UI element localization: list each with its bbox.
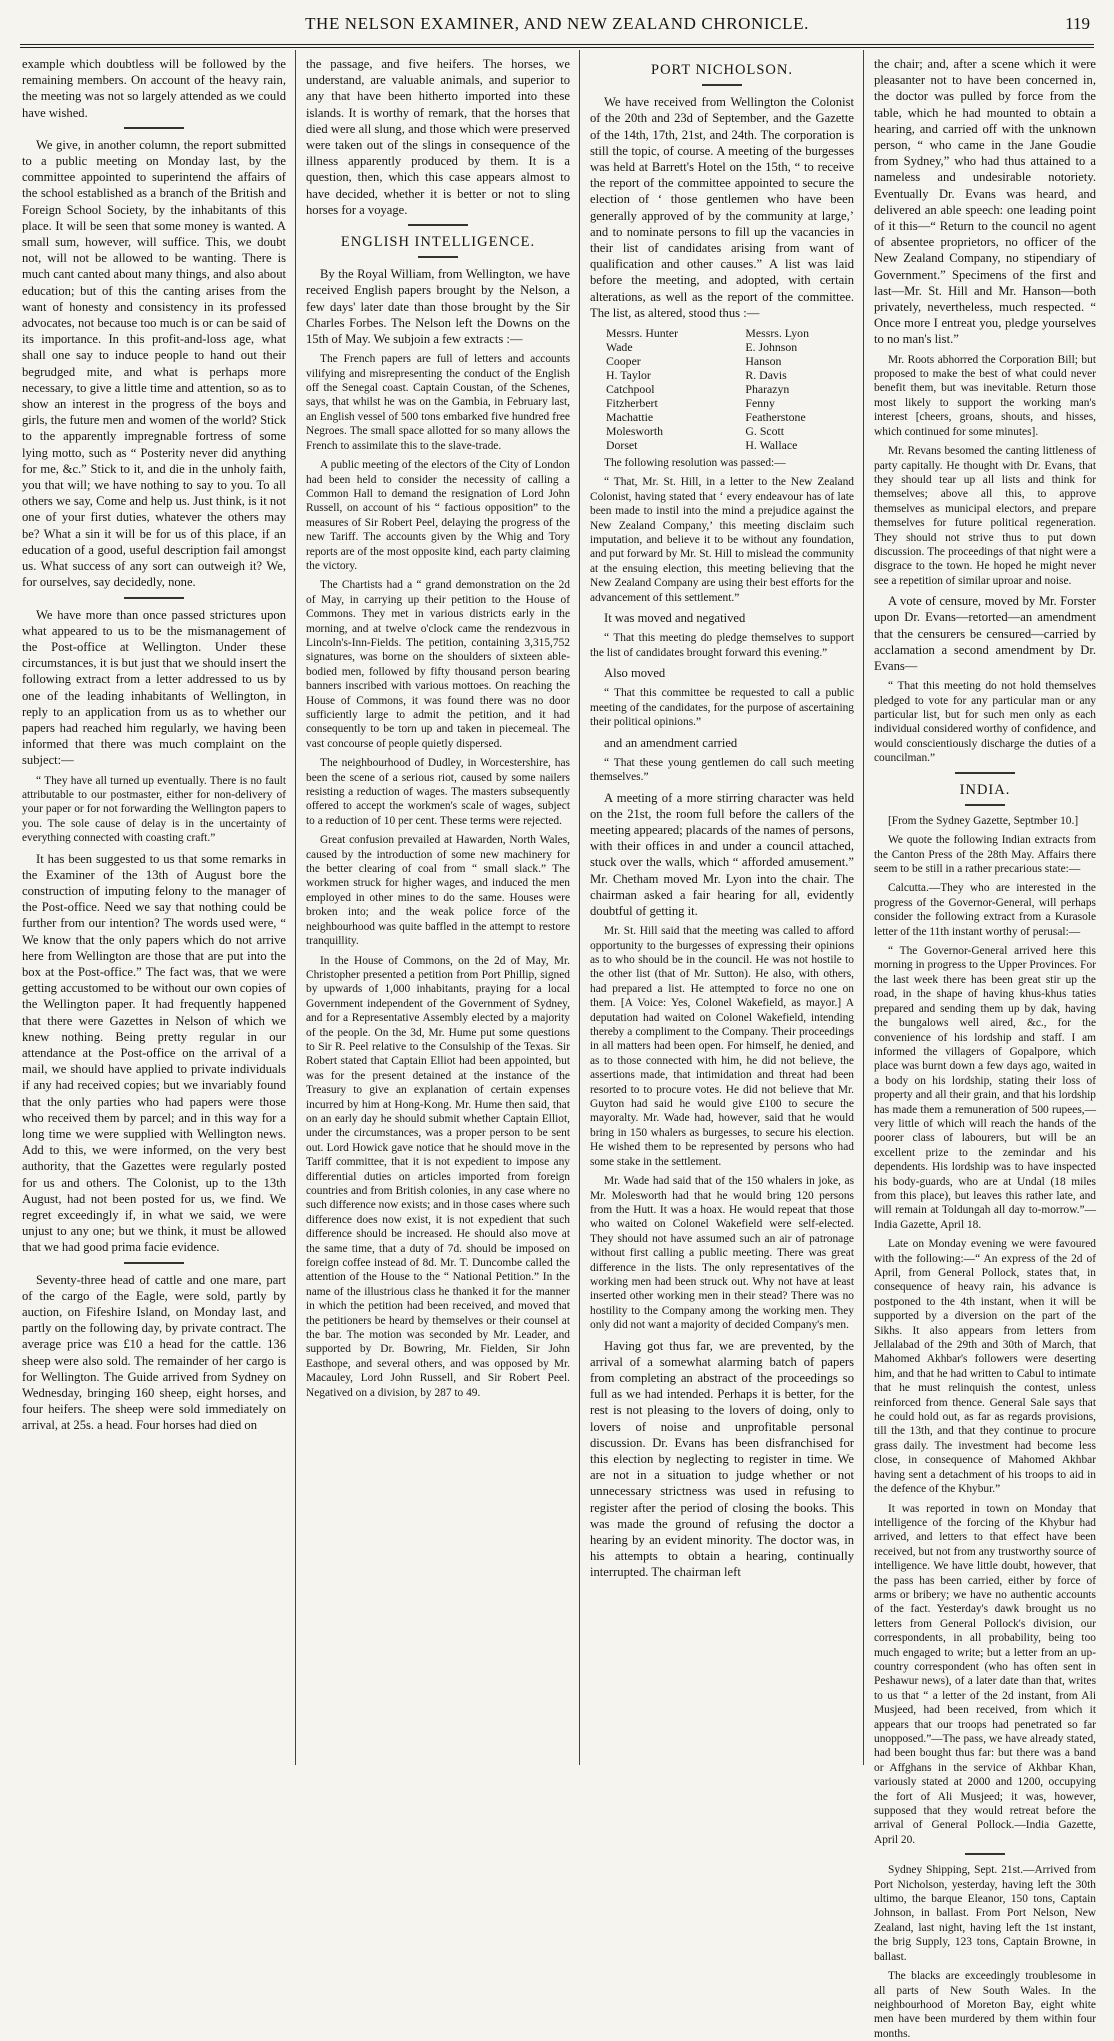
article-paragraph: Having got thus far, we are prevented, by the arrival of a somewhat alarming batch of papers from completing an abstract of the proceedings so full as we had intended. Perhaps it is better, for the rest is not pleasing to the lovers of doing, only to lovers of noise and unprofitable personal discussion. Dr. Evans has been disfranchised for this election by neglecting to register in time. We are not in a situation to judge whether or not unnecessary strictness was used in refusing to register after the period of closing the books. This was made the ground of refusing the doctor a hearing by an evident minority. The doctor was, in his attempts to obtain a hearing, continually interrupted. The chairman left bbox=[590, 1338, 854, 1580]
article-paragraph: It was moved and negatived bbox=[604, 611, 746, 626]
candidate-right: Pharazyn bbox=[745, 382, 790, 397]
section-separator bbox=[965, 1853, 1005, 1855]
page-number: 119 bbox=[1065, 14, 1090, 33]
candidate-left: Messrs. Hunter bbox=[606, 326, 679, 341]
candidate-right: Hanson bbox=[745, 354, 782, 369]
column-divider bbox=[579, 50, 580, 1765]
resolution-quote: “ That this meeting do not hold themselves pledged to vote for any particular man or any particular list, but for such men only as each individual considered worthy of confidence, and would conscientiously discharge the duties of a councilman.” bbox=[874, 680, 1096, 765]
quoted-extract: “ They have all turned up eventually. There is no fault attributable to our postmaster, either for non-delivery of your paper or for not forwarding the Wellington papers to you. The sole cause of delay is in the uncertainty of everything connected with coasting craft.” bbox=[22, 774, 286, 845]
resolution-quote: “ That, Mr. St. Hill, in a letter to the New Zealand Colonist, having stated that ‘ every endeavour has of late been made to instil into the mind a prejudice against the New Zealand Company,’ this meeting disclaim such imputation, and believe it to be without any foundation, and put forward by Mr. St. Hill to mislead the community at the ensuing election, this meeting believing that the New Zealand Company are using their best efforts for the advancement of this settlement.” bbox=[590, 476, 854, 604]
article-paragraph: A vote of censure, moved by Mr. Forster upon Dr. Evans—retorted—an amendment that the censurers be censured—carried by acclamation a second amendment by Dr. Evans— bbox=[874, 594, 1096, 673]
article-paragraph: example which doubtless will be followed by the remaining members. On account of the heavy rain, the meeting was not so largely attended as we could have wished. bbox=[22, 57, 286, 120]
resolution-quote: “ That these young gentlemen do call such meeting themselves.” bbox=[590, 756, 854, 784]
article-paragraph: It was reported in town on Monday that intelligence of the forcing of the Khybur had arrived, and letters to that effect have been received, but not from any trustworthy source of intelligence. We have little doubt, however, that the pass has been carried, either by force of arms or bribery; we have no authentic accounts of the fact. Yesterday's dawk brought us no letters from General Pollock's division, our correspondents, in all probability, being too much engaged to write; but a letter from an up-country correspondent (who has often sent in Peshawur news), of a later date than that, writes to us that “ a letter of the 2d instant, from Ali Musjeed, had been received, from which it appears that our troops had penetrated so far unopposed.”—The pass, we have already stated, had been bought thus far: but there was a band or Affghans in the service of Akhbar Khan, variously stated at 2000 and 1200, occupying the fort of Ali Musjeed; it was, however, supposed that they would retreat before the arrival of General Pollock.—India Gazette, April 20. bbox=[874, 1502, 1096, 1846]
article-paragraph: the chair; and, after a scene which it were pleasanter not to have been concerned in, the doctor was pulled by force from the table, which he had mounted to obtain a hearing, and carried off with the unknown person, “ who came in the Jane Goudie from Sydney,” who had thus attained to a nameless and undesirable notoriety. Eventually Dr. Evans was heard, and delivered an able speech: one leading point of it this—“ Return to the council no agent of absentee proprietors, no officer of the New Zealand Company, no stipendiary of Government.” Specimens of the first and last—Mr. St. Hill and Mr. Hanson—both privately, nevertheless, much respected. “ Once more I entreat you, pledge yourselves to no man's list.” bbox=[874, 57, 1096, 347]
article-paragraph: By the Royal William, from Wellington, we have received English papers brought by the Nelson, a few days' later date than those brought by the Sir Charles Forbes. The Nelson left the Downs on the 15th of May. We subjoin a few extracts :— bbox=[306, 267, 570, 347]
candidate-row bbox=[602, 354, 866, 368]
article-paragraph: Calcutta.—They who are interested in the progress of the Governor-General, will perhaps consider the following extract from a Kurasole letter of the 11th instant worthy of perusal:— bbox=[874, 882, 1096, 938]
candidate-left: Dorset bbox=[606, 438, 638, 453]
source-note: [From the Sydney Gazette, Septmber 10.] bbox=[888, 814, 1079, 827]
article-paragraph: We quote the following Indian extracts from the Canton Press of the 28th May. Affairs there seem to be still in a rather precarious state:— bbox=[874, 834, 1096, 876]
article-paragraph: The French papers are full of letters and accounts vilifying and misrepresenting the conduct of the English off the Senegal coast. Captain Coustan, of the Schenes, says, that whilst he was on the Gambia, in February last, an English vessel of 500 tons embarked five hundred free Negroes. The small space allotted for so many allows the French to assimilate this to the slave-trade. bbox=[306, 353, 570, 452]
section-heading: PORT NICHOLSON. bbox=[651, 62, 793, 78]
column-2 bbox=[306, 56, 570, 1761]
article-paragraph: In the House of Commons, on the 2d of May, Mr. Christopher presented a petition from Port Phillip, signed by upwards of 1,000 inhabitants, praying for a local Government independent of the Government of Sydney, and for a Representative Assembly elected by a majority of the people. On the 3d, Mr. Hume put some questions to Sir R. Peel relative to the Consulship of the Texas. Sir Robert stated that Captain Elliot had been appointed, but was for the present detained at the instance of the Treasury to give an explanation of certain expenses incurred by him at Hong-Kong. Mr. Hume then said, that on an early day he should submit whether Captain Elliot, under the circumstances, was a proper person to be sent out. Lord Howick gave notice that he should move in the Tariff committee, that it is not expedient to impose any differential duties on articles imported from foreign countries and from British colonies, in any case where no such difference now exists; and in those cases where such difference does now exist, it is not expedient that such difference should be increased. He should also move at the same time, that a duty of 7d. should be imposed on foreign coffee instead of 8d. Mr. T. Duncombe called the attention of the House to the “ National Petition.” In the name of the illustrious class he thanked it for the manner in which the petition had been received, and moved that the petitioners be heard by themselves or their counsel at the bar. The motion was seconded by Mr. Leader, and supported by Dr. Bowring, Mr. Fielden, Sir John Easthope, and several others, and was opposed by Mr. Macauley, Lord John Russell, and Sir Robert Peel. Negatived on a division, by 287 to 49. bbox=[306, 954, 570, 1399]
candidate-row bbox=[602, 382, 866, 396]
article-paragraph: and an amendment carried bbox=[604, 735, 738, 750]
quoted-extract: “ The Governor-General arrived here this morning in progress to the Upper Provinces. For the last week there has been great stir up the road, in the shape of having khus-khus taties prepared and sending them up by dak, having the bungalows well aired, &c., for the convenience of his lordship and staff. I am informed the villagers of Gopalpore, which place was burnt down a few days ago, waited in a body on his lordship, stating their loss of property and all their grain, and that his lordship has made them a remuneration of 500 rupees,—very little of which will reach the hands of the poorer class of labourers, but will be an excellent prize to the zemindar and his dependents. His lordship was to have inspected his body-guards, who are at Undal (18 miles from this place), but leaves this rather late, and will remain at Toldungah all day to-morrow.”—India Gazette, April 18. bbox=[874, 945, 1096, 1231]
candidate-right: Fenny bbox=[745, 396, 775, 411]
section-separator bbox=[124, 127, 184, 129]
column-4 bbox=[874, 56, 1096, 2040]
candidate-row bbox=[602, 396, 866, 410]
section-heading: INDIA. bbox=[959, 781, 1011, 798]
candidate-row bbox=[602, 424, 866, 438]
article-paragraph: The following resolution was passed:— bbox=[604, 457, 786, 470]
candidate-right: G. Scott bbox=[745, 424, 785, 439]
candidate-left: Wade bbox=[606, 340, 633, 355]
column-3 bbox=[590, 56, 854, 1761]
candidate-right: R. Davis bbox=[745, 368, 787, 383]
candidate-left: Molesworth bbox=[606, 424, 664, 439]
section-separator bbox=[955, 772, 1015, 774]
article-paragraph: the passage, and five heifers. The horses, we understand, are valuable animals, and superior to any that have been hitherto imported into these islands. It is worthy of remark, that the horses that died were all slung, and those which were preserved were taken out of the slings in consequence of the illness apparently produced by them. It is a question, then, which this case appears almost to have decided, whether it is better or not to sling horses for a voyage. bbox=[306, 57, 570, 217]
candidate-left: Machattie bbox=[606, 410, 654, 425]
article-paragraph: A meeting of a more stirring character was held on the 21st, the room full before the callers of the meeting appeared; placards of the names of persons, with their offices in and under a council attached, stuck over the walls, which “ afforded amusement.” Mr. Chetham moved Mr. Lyon into the chair. The chairman asked a fair hearing for all, evidently doubtful of getting it. bbox=[590, 790, 854, 918]
candidate-left: Catchpool bbox=[606, 382, 655, 397]
section-separator bbox=[124, 597, 184, 599]
candidate-right: Featherstone bbox=[745, 410, 806, 425]
candidate-row bbox=[602, 326, 866, 340]
section-separator bbox=[124, 1262, 184, 1264]
candidate-row bbox=[602, 340, 866, 354]
article-paragraph: We have received from Wellington the Colonist of the 20th and 23d of September, and the Gazette of the 14th, 17th, 21st, and 24th. The corporation is still the topic, of course. A meeting of the burgesses was held at Barrett's Hotel on the 15th, “ to receive the report of the committee appointed to secure the election of ‘ those gentlemen who have been generally approved of by the community at large,’ and to nominate persons to fill up the vacancies in their list of candidates arising from want of qualification and other causes.” A list was laid before the meeting, and adopted, with certain alterations, as well as the report of the committee. The list, as altered, stood thus :— bbox=[590, 95, 854, 320]
newspaper-title: THE NELSON EXAMINER, AND NEW ZEALAND CHRONICLE. bbox=[305, 14, 809, 33]
section-heading: ENGLISH INTELLIGENCE. bbox=[340, 234, 536, 251]
candidate-row bbox=[602, 368, 866, 382]
article-paragraph: A public meeting of the electors of the City of London had been held to consider the necessity of calling a Common Hall to demand the resignation of Lord John Russell, on account of his “ factious opposition” to the measures of Sir Robert Peel, delaying the progress of the new Tariff. The accounts given by the Whig and Tory reports are of the most opposite kind, each party claiming the victory. bbox=[306, 459, 570, 572]
candidate-right: H. Wallace bbox=[745, 438, 798, 453]
article-paragraph: Great confusion prevailed at Hawarden, North Wales, caused by the introduction of some new machinery for the better clearing of coal from “ small slack.” The workmen struck for higher wages, and induced the men employed in other mines to do the same. Houses were broken into; and the weak police force of the neighbourhood was quite baffled in the attempt to restore tranquillity. bbox=[306, 834, 570, 948]
column-divider bbox=[863, 50, 864, 1765]
section-separator bbox=[702, 84, 742, 86]
masthead-rule bbox=[20, 44, 1094, 48]
shipping-news: Sydney Shipping, Sept. 21st.—Arrived from Port Nicholson, yesterday, having left the 30th ultimo, the barque Eleanor, 150 tons, Captain Johnson, in ballast. From Port Nelson, New Zealand, last night, having left the 1st instant, the brig Supply, 123 tons, Captain Browne, in ballast. bbox=[874, 1864, 1096, 1963]
candidate-right: E. Johnson bbox=[745, 340, 798, 355]
candidate-row bbox=[602, 410, 866, 424]
candidate-left: Cooper bbox=[606, 354, 641, 369]
article-paragraph: Mr. Revans besomed the canting littleness of party capitally. He thought with Dr. Evans, that they should tear up all lists and think for themselves; above all this, to approve themselves as municipal electors, and prepare themselves for future political regeneration. They should not strive thus to put down discussion. The proceedings of that night were a disgrace to the town. He hoped he might never see a repetition of similar uproar and noise. bbox=[874, 445, 1096, 587]
section-separator bbox=[408, 224, 468, 226]
column-1 bbox=[22, 56, 286, 1761]
candidate-right: Messrs. Lyon bbox=[745, 326, 809, 341]
column-divider bbox=[295, 50, 296, 1765]
resolution-quote: “ That this committee be requested to call a public meeting of the candidates, for the purpose of ascertaining their political opinions.” bbox=[590, 687, 854, 729]
resolution-quote: “ That this meeting do pledge themselves to support the list of candidates brought forward this evening.” bbox=[590, 632, 854, 659]
article-paragraph: Mr. Roots abhorred the Corporation Bill; but proposed to make the best of what could never benefit them, but was inevitable. Return those most likely to support the working man's interest [cheers, groans, shouts, and hisses, which continued for some minutes]. bbox=[874, 353, 1096, 438]
masthead bbox=[0, 0, 1114, 46]
article-paragraph: Mr. St. Hill said that the meeting was called to afford opportunity to the burgesses of expressing their opinions as to who should be in the council. He was not hostile to the other list (that of Mr. Sutton). He also, with others, had prepared a list. He attempted to force no one on them. [A Voice: Yes, Colonel Wakefield, as mayor.] A deputation had waited on Colonel Wakefield, intending thereby a compliment to the Company. Their proceedings in all matters had been open. For himself, he denied, and as to those connected with him, he did not believe, the assertions made, that intimidation and threat had been resorted to to procure votes. He did not believe that Mr. Guyton had said he would give £100 to secure the mayoralty. Mr. Wade had, however, said that he would bring in 150 whalers as burgesses, to secure his election. He wished them to be represented by persons who had some stake in the settlement. bbox=[590, 925, 854, 1168]
article-paragraph: The neighbourhood of Dudley, in Worcestershire, has been the scene of a serious riot, caused by some nailers resisting a reduction of wages. The masters subsequently offered to accept the workmen's scale of wages, subject to a reduction of 10 per cent. These terms were rejected. bbox=[306, 757, 570, 827]
section-separator bbox=[965, 804, 1005, 806]
candidate-left: H. Taylor bbox=[606, 368, 651, 383]
section-separator bbox=[418, 256, 458, 258]
candidate-row bbox=[602, 438, 866, 452]
candidate-left: Fitzherbert bbox=[606, 396, 658, 411]
candidate-list bbox=[602, 326, 866, 452]
article-paragraph: Late on Monday evening we were favoured with the following:—“ An express of the 2d of April, from General Pollock, states that, in consequence of heavy rain, his advance is postponed to the 4th instant, when it will be supported by a diversion on the part of the Sikhs. It also appears from letters from Jellalabad of the 29th and 30th of March, that Mahomed Akhbar's followers were deserting him, and that he had written to Cabul to intimate that he must relinquish the contest, unless reinforced from thence. General Sale says that he could hold out, as far as regards provisions, till the 13th, and that they continue to procure grass daily. The investment had become less close, in consequence of Mahomed Akhbar having sent a detachment of his troops to aid in the defence of the Khybur.” bbox=[874, 1238, 1096, 1496]
article-paragraph: Also moved bbox=[604, 666, 666, 681]
article-paragraph: Seventy-three head of cattle and one mare, part of the cargo of the Eagle, were sold, partly by auction, on Fifeshire Island, on Monday last, and partly on the following day, by private contract. The average price was £10 a head for the cattle. 136 sheep were also sold. The remainder of her cargo is for Wellington. The Guide arrived from Sydney on Wednesday, bringing 160 sheep, eight horses, and four heifers. The sheep were sold immediately on arrival, at 25s. a head. Four horses had died on bbox=[22, 1272, 286, 1433]
article-paragraph: We give, in another column, the report submitted to a public meeting on Monday last, by the committee appointed to superintend the affairs of the school established as a branch of the British and Foreign School Society, by the inhabitants of this place. It will be seen that some money is wanted. A small sum, however, will suffice. This, we doubt not, will not be allowed to be wanting. There is much cant canted about many things, and also about education; but of this the canting arises from the want of honesty and consistency in its professed advocates, not because too much is or can be said of its importance. In this profit-and-loss age, what shall one say to induce people to hand out their begrudged mite, and what is perhaps more necessary, to give a little time and attention, so as to show an interest in the progress of the boys and girls, the future men and women of the world? Stick to the apparently impregnable fortress of some lying motto, such as “ Posterity never did anything for me, &c.” Stick to it, and die in the unholy faith, you that will; we have nothing to say to you. To all others we say, Come and help us. Just think, is it not one of your first duties, whatever the others may be? What a sin it will be for us of this place, if an education of a good, useful description fail amongst us. What success of any sort can outweigh it? We, for ourselves, say decidedly, none. bbox=[22, 137, 286, 590]
article-paragraph: The blacks are exceedingly troublesome in all parts of New South Wales. In the neighbourhood of Moreton Bay, eight white men have been murdered by them within four months. bbox=[874, 1970, 1096, 2040]
article-paragraph: We have more than once passed strictures upon what appeared to us to be the mismanagement of the Post-office at Wellington. Under these circumstances, it is but just that we should insert the following extract from a letter addressed to us by one of the leading inhabitants of Wellington, in reply to an application from us as to whether our papers had reached him regularly, we having been informed that there was much complaint on the subject:— bbox=[22, 607, 286, 768]
article-paragraph: Mr. Wade had said that of the 150 whalers in joke, as Mr. Molesworth had that he would bring 120 persons from the Hutt. It was a hoax. He would repeat that those who waited on Colonel Wakefield were self-elected. They should not have assumed such an air of patronage without first calling a public meeting. There was great difference in the lists. The only representatives of the working men had been struck out. Why not have at least inserted other working men in their stead? There was no hostility to the Company among the working men. They only did not want a majority of decided Company's men. bbox=[590, 1175, 854, 1332]
article-paragraph: It has been suggested to us that some remarks in the Examiner of the 13th of August bore the construction of imputing felony to the manager of the Post-office. Need we say that nothing could be further from our intention? The words used were, “ We know that the only papers which do not arrive here from Wellington are those that are put into the box at the Post-office.” The fact was, that we were getting accustomed to be without our own copies of the Wellington paper. It had frequently happened that there were Gazettes in Nelson of which we knew nothing. Being pretty regular in our attendance at the Post-office on the arrival of a mail, we should have applied to private individuals if any had received copies; but we invariably found that the only parties who had papers were those who received them by parcel; and in this way for a long time we were supplied with Wellington news. Add to this, we were informed, on the very best authority, that the Gazettes were regularly posted for us and others. The Colonist, up to the 13th August, had not been posted for us, we find. We regret exceedingly if, in what we said, we were unjust to any one; but we think, it must be allowed that we had good prima facie evidence. bbox=[22, 851, 286, 1255]
article-paragraph: The Chartists had a “ grand demonstration on the 2d of May, in carrying up their petition to the House of Commons. They met in various districts early in the morning, and at twelve o'clock came the rendezvous in Lincoln's-Inn-Fields. The petition, containing 3,315,752 signatures, was borne on the shoulders of sixteen able-bodied men, followed by fifty thousand person bearing banners inscribed with various mottoes. On reaching the House of Commons, it was found there was no door sufficiently large to admit the petition, and it had consequently to be torn up and taken in piecemeal. The vast concourse of people quietly dispersed. bbox=[306, 579, 570, 750]
